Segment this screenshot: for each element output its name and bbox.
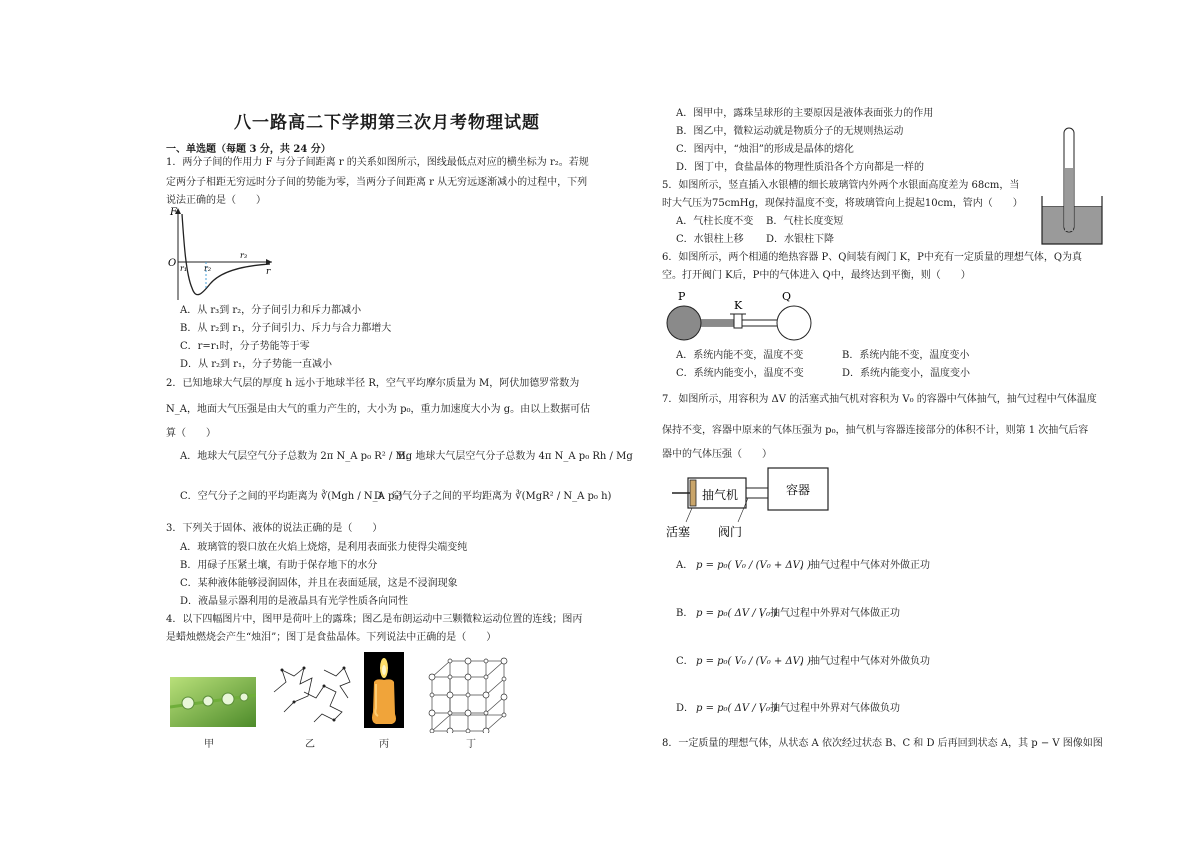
q6-line1: 6．如图所示，两个相通的绝热容器 P、Q间装有阀门 K，P中充有一定质量的理想气体，Q为真 <box>662 252 1083 263</box>
q3-option-c: C．某种液体能够浸润固体，并且在表面延展，这是不浸润现象 <box>180 578 458 589</box>
q7-option-c-text: ，抽气过程中气体对外做负功 <box>800 656 930 667</box>
pump-label: 抽气机 <box>702 488 739 502</box>
salt-crystal-image <box>426 657 510 733</box>
q4-option-d: D．图丁中，食盐晶体的物理性质沿各个方向都是一样的 <box>676 162 925 173</box>
q3-option-b: B．用碌子压紧土壤，有助于保存地下的水分 <box>180 560 378 571</box>
q5-line1: 5．如图所示，竖直插入水银槽的细长玻璃管内外两个水银面高度差为 68cm，当 <box>662 180 1020 191</box>
brownian-motion-image <box>264 662 356 726</box>
q7-option-c-formula: p = p₀( V₀ / (V₀ + ΔV) ) <box>696 656 811 667</box>
section-heading: 一、单选题（每题 3 分，共 24 分） <box>166 144 331 155</box>
q7-option-a-formula: p = p₀( V₀ / (V₀ + ΔV) ) <box>696 560 811 571</box>
q4-line2: 是蜡烛燃烧会产生“烛泪”；图丁是食盐晶体。下列说法中正确的是（ ） <box>166 632 497 643</box>
force-curve <box>182 214 270 295</box>
pq-container-diagram <box>664 290 814 342</box>
piston-shape <box>690 480 696 506</box>
label-F: F <box>170 207 177 218</box>
q6-option-c: C．系统内能变小，温度不变 <box>676 368 804 379</box>
q7-option-a-prefix: A． <box>676 560 694 571</box>
q1-option-c: C．r=r₁时，分子势能等于零 <box>180 341 310 352</box>
q5-option-a: A．气柱长度不变 <box>676 216 754 227</box>
pump-container-diagram <box>662 464 838 542</box>
q6-option-a: A．系统内能不变，温度不变 <box>676 350 804 361</box>
q1-option-d: D．从 r₂到 r₁，分子势能一直减小 <box>180 359 332 370</box>
q1-line1: 1．两分子间的作用力 F 与分子间距离 r 的关系如图所示，图线最低点对应的横坐标为 r₂。若规 <box>166 157 589 168</box>
q5-line2: 时大气压为75cmHg，现保持温度不变，将玻璃管向上提起10cm，管内（ ） <box>662 198 1023 209</box>
q7-option-d-formula: p = p₀( ΔV / V₀ ) <box>696 703 778 714</box>
q1-line2: 定两分子相距无穷远时分子间的势能为零，当两分子间距离 r 从无穷远逐渐减小的过程中，下列 <box>166 177 588 188</box>
q6-option-d: D．系统内能变小，温度变小 <box>842 368 971 379</box>
q7-option-b-prefix: B． <box>676 608 694 619</box>
image-label-jia: 甲 <box>204 739 214 750</box>
q3-line1: 3．下列关于固体、液体的说法正确的是（ ） <box>166 523 383 534</box>
container-label: 容器 <box>786 483 811 497</box>
image-label-yi: 乙 <box>305 739 315 750</box>
label-O: O <box>168 258 177 269</box>
q1-option-b: B．从 r₂到 r₁，分子间引力、斥力与合力都增大 <box>180 323 392 334</box>
label-Q: Q <box>782 290 792 303</box>
candle-image <box>364 652 404 728</box>
q4-option-c: C．图丙中，“烛泪”的形成是晶体的熔化 <box>676 144 854 155</box>
q5-option-c: C．水银柱上移 <box>676 234 744 245</box>
q2-option-c: C．空气分子之间的平均距离为 ∛(Mgh / N_A p₀) <box>180 491 403 502</box>
q2-line3: 算（ ） <box>166 428 216 439</box>
q2-option-d: D．空气分子之间的平均距离为 ∛(MgR² / N_A p₀ h) <box>374 491 612 502</box>
q3-option-d: D．液晶显示器利用的是液晶具有光学性质各向同性 <box>180 596 409 607</box>
q7-line3: 器中的气体压强（ ） <box>662 449 772 460</box>
q2-option-a: A．地球大气层空气分子总数为 2π N_A p₀ R² / Mg <box>180 451 413 462</box>
image-label-ding: 丁 <box>466 739 476 750</box>
q4-option-a: A．图甲中，露珠呈球形的主要原因是液体表面张力的作用 <box>676 108 934 119</box>
q7-option-b-formula: p = p₀( ΔV / V₀ ) <box>696 608 778 619</box>
label-r2: r₂ <box>204 264 212 273</box>
q5-option-b: B．气柱长度变短 <box>766 216 844 227</box>
label-r: r <box>266 267 271 277</box>
q6-line2: 空。打开阀门 K后，P中的气体进入 Q中，最终达到平衡，则（ ） <box>662 270 971 281</box>
q7-option-d-prefix: D． <box>676 703 695 714</box>
q7-option-b-text: ，抽气过程中外界对气体做正功 <box>760 608 900 619</box>
image-label-bing: 丙 <box>379 739 389 750</box>
label-r3: r₃ <box>240 251 248 260</box>
q2-option-b: B．地球大气层空气分子总数为 4π N_A p₀ Rh / Mg <box>398 451 633 462</box>
dew-drops-image <box>170 677 256 727</box>
q1-option-a: A．从 r₃到 r₂，分子间引力和斥力都减小 <box>180 305 362 316</box>
q7-line2: 保持不变，容器中原来的气体压强为 p₀，抽气机与容器连接部分的体积不计，则第 1 次抽气后容 <box>662 425 1089 436</box>
mercury-tube-diagram <box>1038 126 1108 248</box>
q8-line1: 8．一定质量的理想气体，从状态 A 依次经过状态 B、C 和 D 后再回到状态 A，其 p − V 图像如图 <box>662 738 1103 749</box>
label-P: P <box>678 290 686 303</box>
page-title: 八一路高二下学期第三次月考物理试题 <box>234 113 540 133</box>
q1-force-graph <box>160 204 280 304</box>
q7-option-c-prefix: C． <box>676 656 694 667</box>
q7-option-d-text: ，抽气过程中外界对气体做负功 <box>760 703 900 714</box>
q5-option-d: D．水银柱下降 <box>766 234 835 245</box>
q2-line2: N_A，地面大气压强是由大气的重力产生的，大小为 p₀，重力加速度大小为 g。由以上数据可估 <box>166 404 591 415</box>
q6-option-b: B．系统内能不变，温度变小 <box>842 350 970 361</box>
label-r1: r₁ <box>180 264 188 273</box>
q7-option-a-text: ，抽气过程中气体对外做正功 <box>800 560 930 571</box>
label-K: K <box>734 299 743 312</box>
q7-line1: 7．如图所示，用容积为 ΔV 的活塞式抽气机对容积为 V₀ 的容器中气体抽气，抽气过程中气体温度 <box>662 394 1097 405</box>
valve-label: 阀门 <box>718 525 743 539</box>
q2-line1: 2．已知地球大气层的厚度 h 远小于地球半径 R，空气平均摩尔质量为 M，阿伏加德罗常数为 <box>166 378 580 389</box>
q4-option-b: B．图乙中，微粒运动就是物质分子的无规则热运动 <box>676 126 904 137</box>
piston-label: 活塞 <box>666 525 691 539</box>
q3-option-a: A．玻璃管的裂口放在火焰上烧熔，是利用表面张力使得尖端变纯 <box>180 542 468 553</box>
q4-line1: 4．以下四幅图片中，图甲是荷叶上的露珠；图乙是布朗运动中三颗微粒运动位置的连线；图丙 <box>166 614 583 625</box>
q1-line3: 说法正确的是（ ） <box>166 195 266 206</box>
